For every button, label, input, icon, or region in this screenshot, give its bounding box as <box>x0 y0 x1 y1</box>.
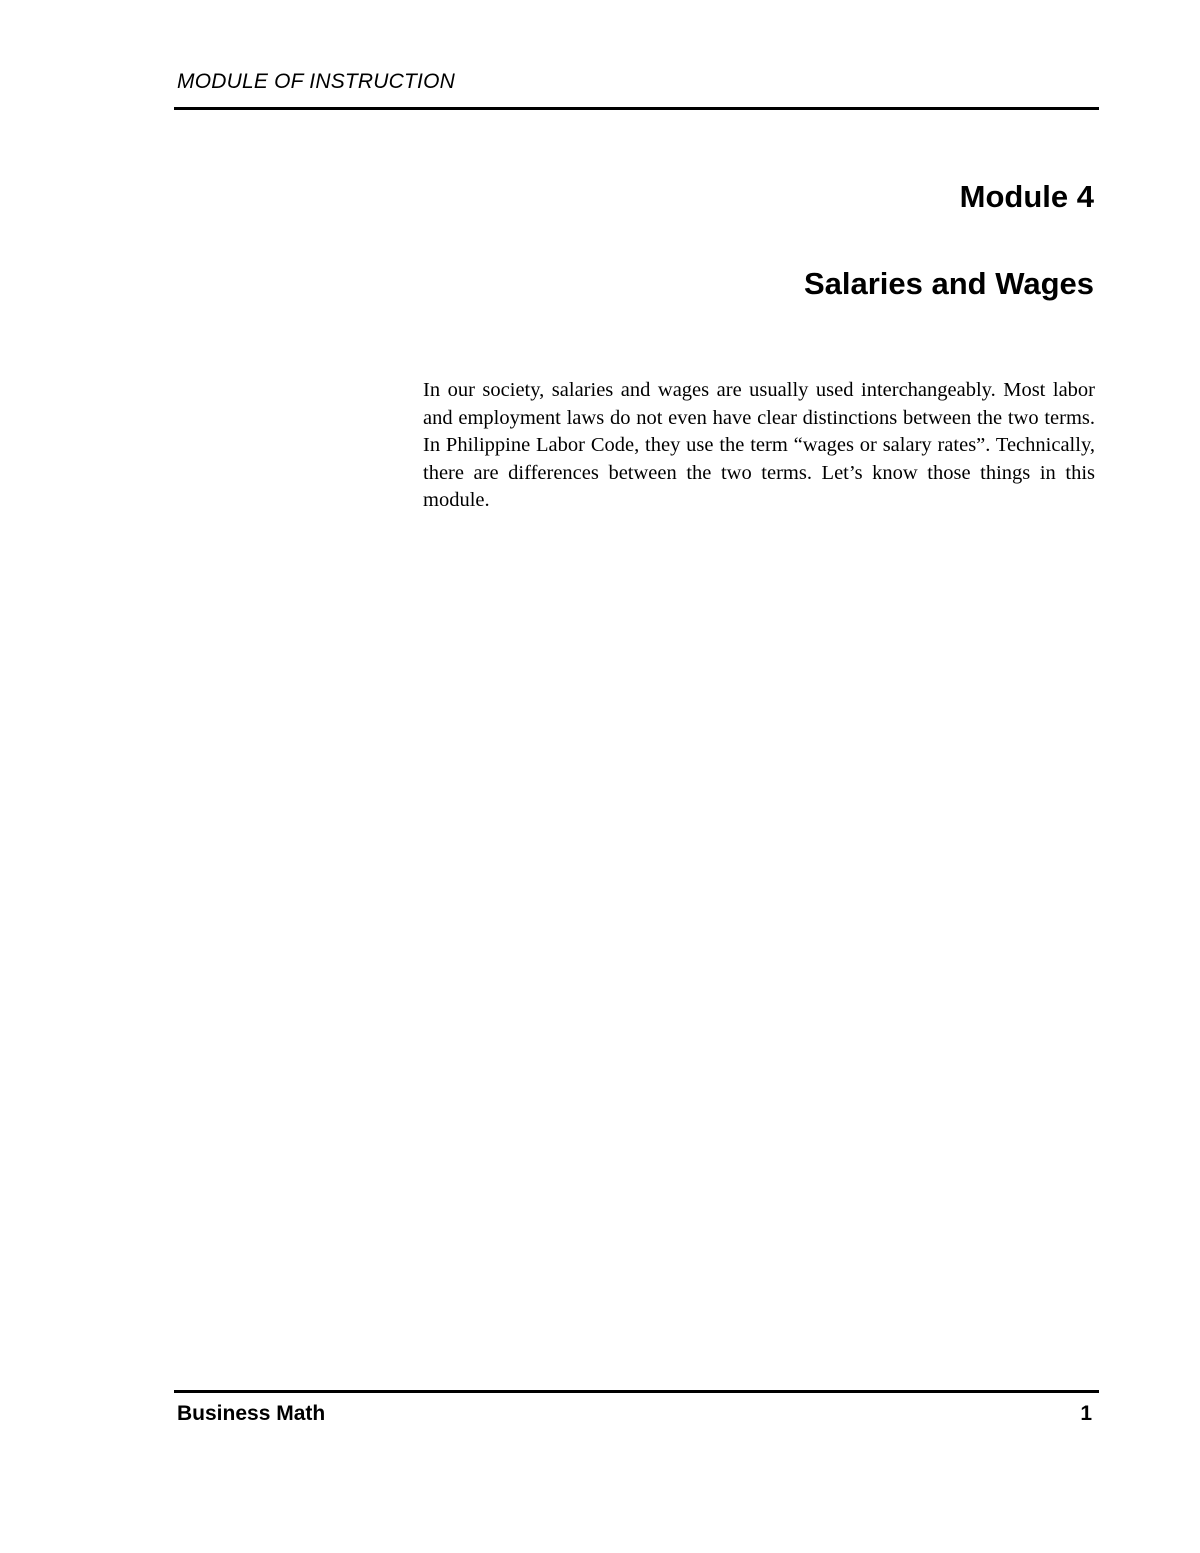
module-number: Module 4 <box>959 179 1094 214</box>
footer-divider <box>174 1390 1099 1393</box>
module-title: Salaries and Wages <box>803 266 1094 301</box>
footer-subject: Business Math <box>177 1402 326 1425</box>
page-number: 1 <box>1080 1402 1092 1425</box>
intro-paragraph: In our society, salaries and wages are usually used interchangeably. Most labor and employment laws do not even have clear distinctions between the two terms. In Philippine Labor Code, they use the term “wages or salary rates”. Technically, there are differences between the two terms. Let’s know those things in this module. <box>423 379 1095 511</box>
header-divider <box>174 107 1099 110</box>
running-header: MODULE OF INSTRUCTION <box>177 70 455 93</box>
